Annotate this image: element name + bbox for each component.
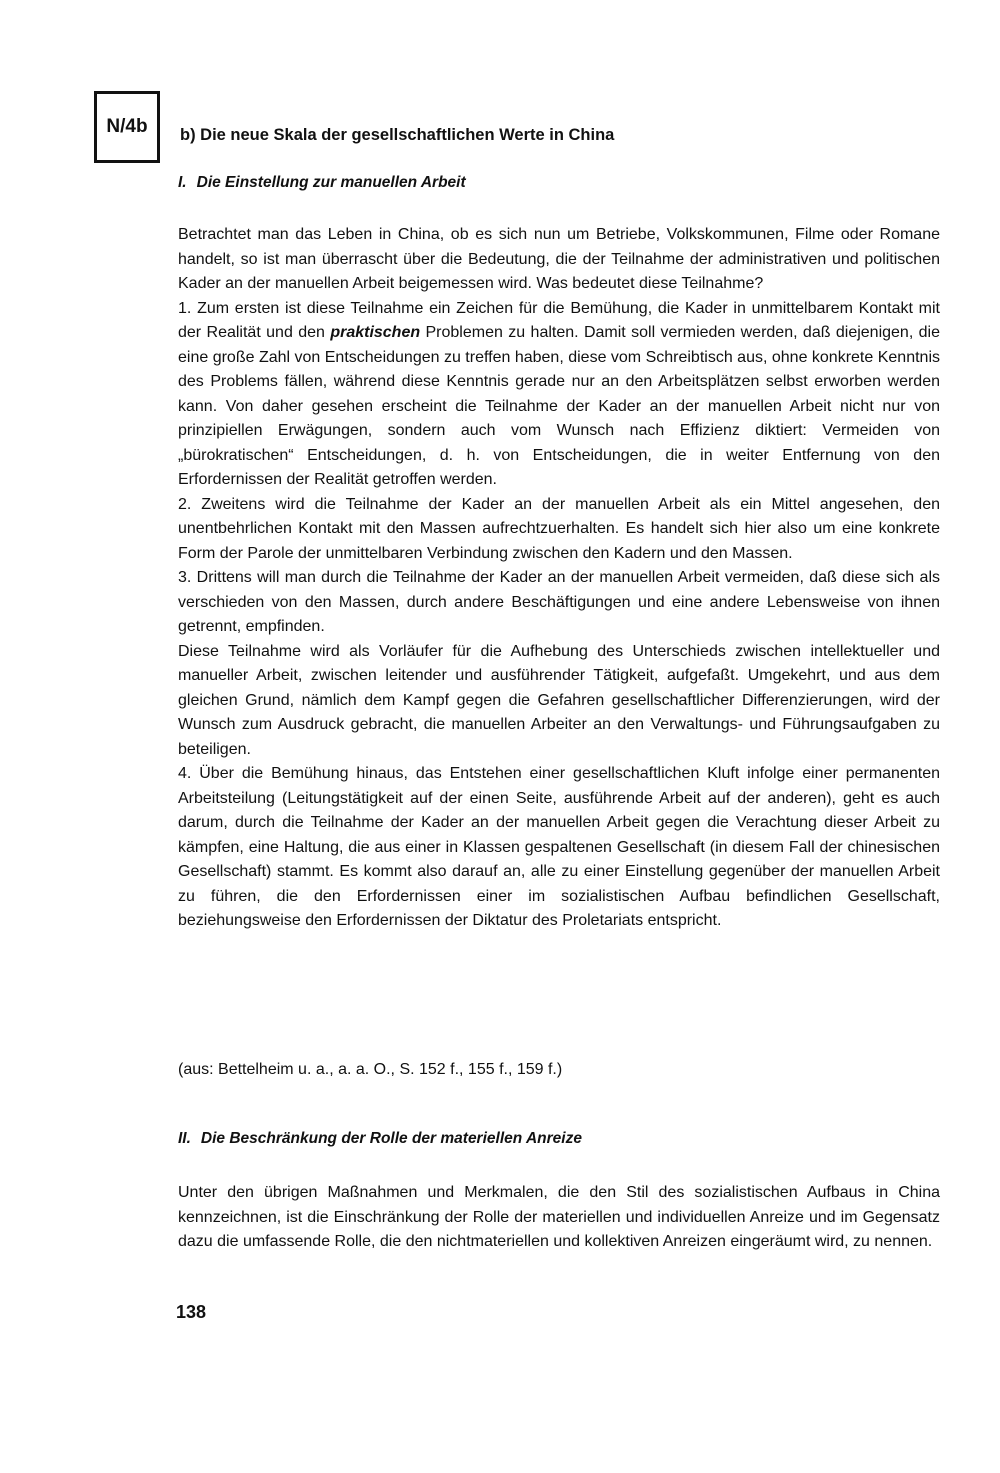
section-one-body — [178, 223, 940, 934]
heading-one-number: I. — [178, 174, 187, 191]
section-title: b) Die neue Skala der gesellschaftlichen Werte in China — [180, 126, 615, 144]
intro-paragraph: Betrachtet man das Leben in China, ob es sich nun um Betriebe, Volkskommunen, Filme oder Romane handelt, so ist man überrascht über die Bedeutung, die der Teilnahme der administrativen und politischen Kader an der manuellen Arbeit beigemessen wird. Was bedeutet diese Teilnahme? — [178, 226, 940, 292]
section-two-paragraph: Unter den übrigen Maßnahmen und Merkmalen, die den Stil des sozialistischen Aufbaus in China kennzeichnen, ist die Einschränkung der Rolle der materiellen und individuellen Anreize und im Gegensatz dazu die umfassende Rolle, die den nichtmateriellen und kollektiven Anreizen eingeräumt wird, zu nennen. — [178, 1184, 940, 1250]
heading-two — [178, 1130, 582, 1148]
heading-one — [178, 174, 466, 192]
forerunner-paragraph: Diese Teilnahme wird als Vorläufer für die Aufhebung des Unterschieds zwischen intellektueller und manueller Arbeit, zwischen leitender und ausführender Tätigkeit, aufgefaßt. Umgekehrt, und aus dem gleichen Grund, nämlich dem Kampf gegen die Gefahren gesellschaftlicher Differenzierungen, wird der Wunsch zum Ausdruck gebracht, die manuellen Arbeiter an den Verwaltungs- und Führungsaufgaben zu beteiligen. — [178, 642, 940, 758]
page-number: 138 — [176, 1302, 207, 1322]
chapter-tag: N/4b — [94, 91, 160, 163]
point-four: 4. Über die Bemühung hinaus, das Entstehen einer gesellschaftlichen Kluft infolge einer permanenten Arbeitsteilung (Leitungstätigkeit auf der einen Seite, ausführende Arbeit auf der anderen), geht es auch darum, durch die Teilnahme der Kader an der manuellen Arbeit gegen die Verachtung dieser Arbeit zu kämpfen, eine Haltung, die aus einer in Klassen gespaltenen Gesellschaft (in diesem Fall der chinesischen Gesellschaft) stammt. Es kommt also darauf an, alle zu einer Einstellung gegenüber der manuellen Arbeit zu führen, die den Erfordernissen einer im sozialistischen Aufbau befindlichen Gesellschaft, beziehungsweise den Erfordernissen der Diktatur des Proletariats entspricht. — [178, 765, 940, 929]
section-two-body — [178, 1181, 940, 1255]
heading-one-text: Die Einstellung zur manuellen Arbeit — [196, 174, 466, 191]
heading-two-text: Die Beschränkung der Rolle der materiellen Anreize — [200, 1130, 582, 1147]
point-one-emphasis: praktischen — [330, 324, 421, 341]
heading-two-number: II. — [178, 1130, 191, 1147]
point-one-before: 1. Zum ersten ist diese Teilnahme ein Zeichen für die Bemühung, die Kader in unmittelbarem Kontakt mit der Realität und den — [178, 299, 940, 341]
point-one-after: Problemen zu halten. Damit soll vermieden werden, daß diejenigen, die eine große Zahl von Entscheidungen zu treffen haben, diese vom Schreibtisch aus, ohne konkrete Kenntnis des Problems fällen, während diese Kenntnis gerade nur an den Arbeitsplätzen selbst erworben werden kann. Von daher gesehen erscheint die Teilnahme der Kader an der manuellen Arbeit nicht nur von prinzipiellen Erwägungen, sondern auch vom Wunsch nach Effizienz diktiert: Vermeiden von „bürokratischen“ Entscheidungen, d. h. von Entscheidungen, die in weiter Entfernung von den Erfordernissen der Realität getroffen werden. — [178, 324, 941, 488]
source-reference: (aus: Bettelheim u. a., a. a. O., S. 152 f., 155 f., 159 f.) — [178, 1061, 563, 1078]
point-one — [178, 297, 940, 493]
point-three: 3. Drittens will man durch die Teilnahme der Kader an der manuellen Arbeit vermeiden, daß diese sich als verschieden von den Massen, durch andere Beschäftigungen und eine andere Lebensweise von ihnen getrennt, empfinden. — [178, 569, 940, 635]
point-two: 2. Zweitens wird die Teilnahme der Kader an der manuellen Arbeit als ein Mittel angesehen, den unentbehrlichen Kontakt mit den Massen aufrechtzuerhalten. Es handelt sich hier also um eine konkrete Form der Parole der unmittelbaren Verbindung zwischen den Kadern und den Massen. — [178, 495, 940, 562]
